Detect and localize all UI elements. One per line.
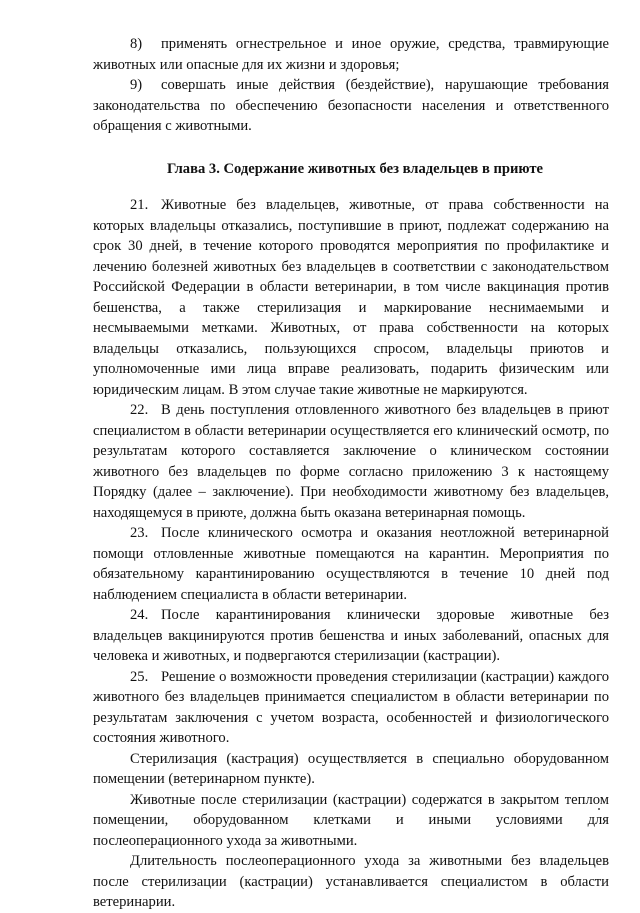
list-item-number: 9) — [130, 77, 143, 93]
document-page — [93, 34, 609, 913]
clause-21 — [93, 195, 609, 400]
clause-number: 24. — [130, 607, 149, 623]
list-item-8 — [93, 34, 609, 75]
clause-text: В день поступления отловленного животного без владельцев в приют специалистом в области ветеринарии осуществляется его клинический осмотр, по результатам которого составляется заключение о клиническом состоянии животного без владельцев по форме согласно приложению 3 к настоящему Порядку (далее – заключение). При необходимости животному без владельцев, находящемуся в приюте, должна быть оказана ветеринарная помощь. — [93, 402, 609, 521]
paragraph-post-operative-care-duration: Длительность послеоперационного ухода за животными без владельцев после стерилизации (кастрации) устанавливается специалистом в области ветеринарии. — [93, 853, 609, 910]
clause-number: 25. — [130, 668, 149, 685]
clause-22 — [93, 400, 609, 523]
clause-number: 22. — [130, 402, 149, 418]
scan-speck — [598, 808, 600, 810]
clause-24 — [93, 605, 609, 667]
list-item-9 — [93, 75, 609, 137]
chapter-title: Глава 3. Содержание животных без владельцев в приюте — [166, 160, 544, 177]
clause-number: 23. — [130, 525, 149, 541]
clause-number: 21. — [130, 197, 149, 213]
list-item-text: совершать иные действия (бездействие), нарушающие требования законодательства по обеспечению безопасности населения и ответственного обращения с животными. — [93, 77, 609, 134]
clause-text: После клинического осмотра и оказания неотложной ветеринарной помощи отловленные животные помещаются на карантин. Мероприятия по обязательному карантинированию осуществляются в течение 10 дней под наблюдением специалиста в области ветеринарии. — [93, 525, 609, 603]
clause-text: Решение о возможности проведения стерилизации (кастрации) каждого животного без владельцев принимается специалистом в области ветеринарии по результатам заключения с учетом возраста, особенностей и физиологического состояния животного. — [93, 668, 609, 746]
clause-23 — [93, 523, 609, 605]
clause-25 — [93, 667, 609, 749]
clause-text: После карантинирования клинически здоровые животные без владельцев вакцинируются против бешенства и иных заболеваний, опасных для человека и животных, и подвергаются стерилизации (кастрации). — [93, 607, 609, 664]
list-item-number: 8) — [130, 36, 143, 52]
list-item-text: применять огнестрельное и иное оружие, средства, травмирующие животных или опасные для их жизни и здоровья; — [93, 36, 609, 73]
paragraph-sterilization-place: Стерилизация (кастрация) осуществляется в специально оборудованном помещении (ветеринарном пункте). — [93, 750, 609, 787]
clause-text: Животные без владельцев, животные, от права собственности на которых владельцы отказались, поступившие в приют, подлежат содержанию на срок 30 дней, в течение которого проводятся мероприятия по профилактике и лечению болезней животных без владельцев в соответствии с законодательством Российской Федерации в области ветеринарии, в том числе вакцинация против бешенства, а также стерилизация и маркирование неснимаемыми и несмываемыми метками. Животных, от права собственности на которых владельцы отказались, пользующихся спросом, владельцы приютов и уполномоченные ими лица вправе реализовать, подарить физическим или юридическим лицам. В этом случае такие животные не маркируются. — [93, 197, 609, 398]
paragraph-post-sterilization-housing: Животные после стерилизации (кастрации) содержатся в закрытом теплом помещении, оборудованном клетками и иными условиями для послеоперационного ухода за животными. — [93, 791, 609, 849]
